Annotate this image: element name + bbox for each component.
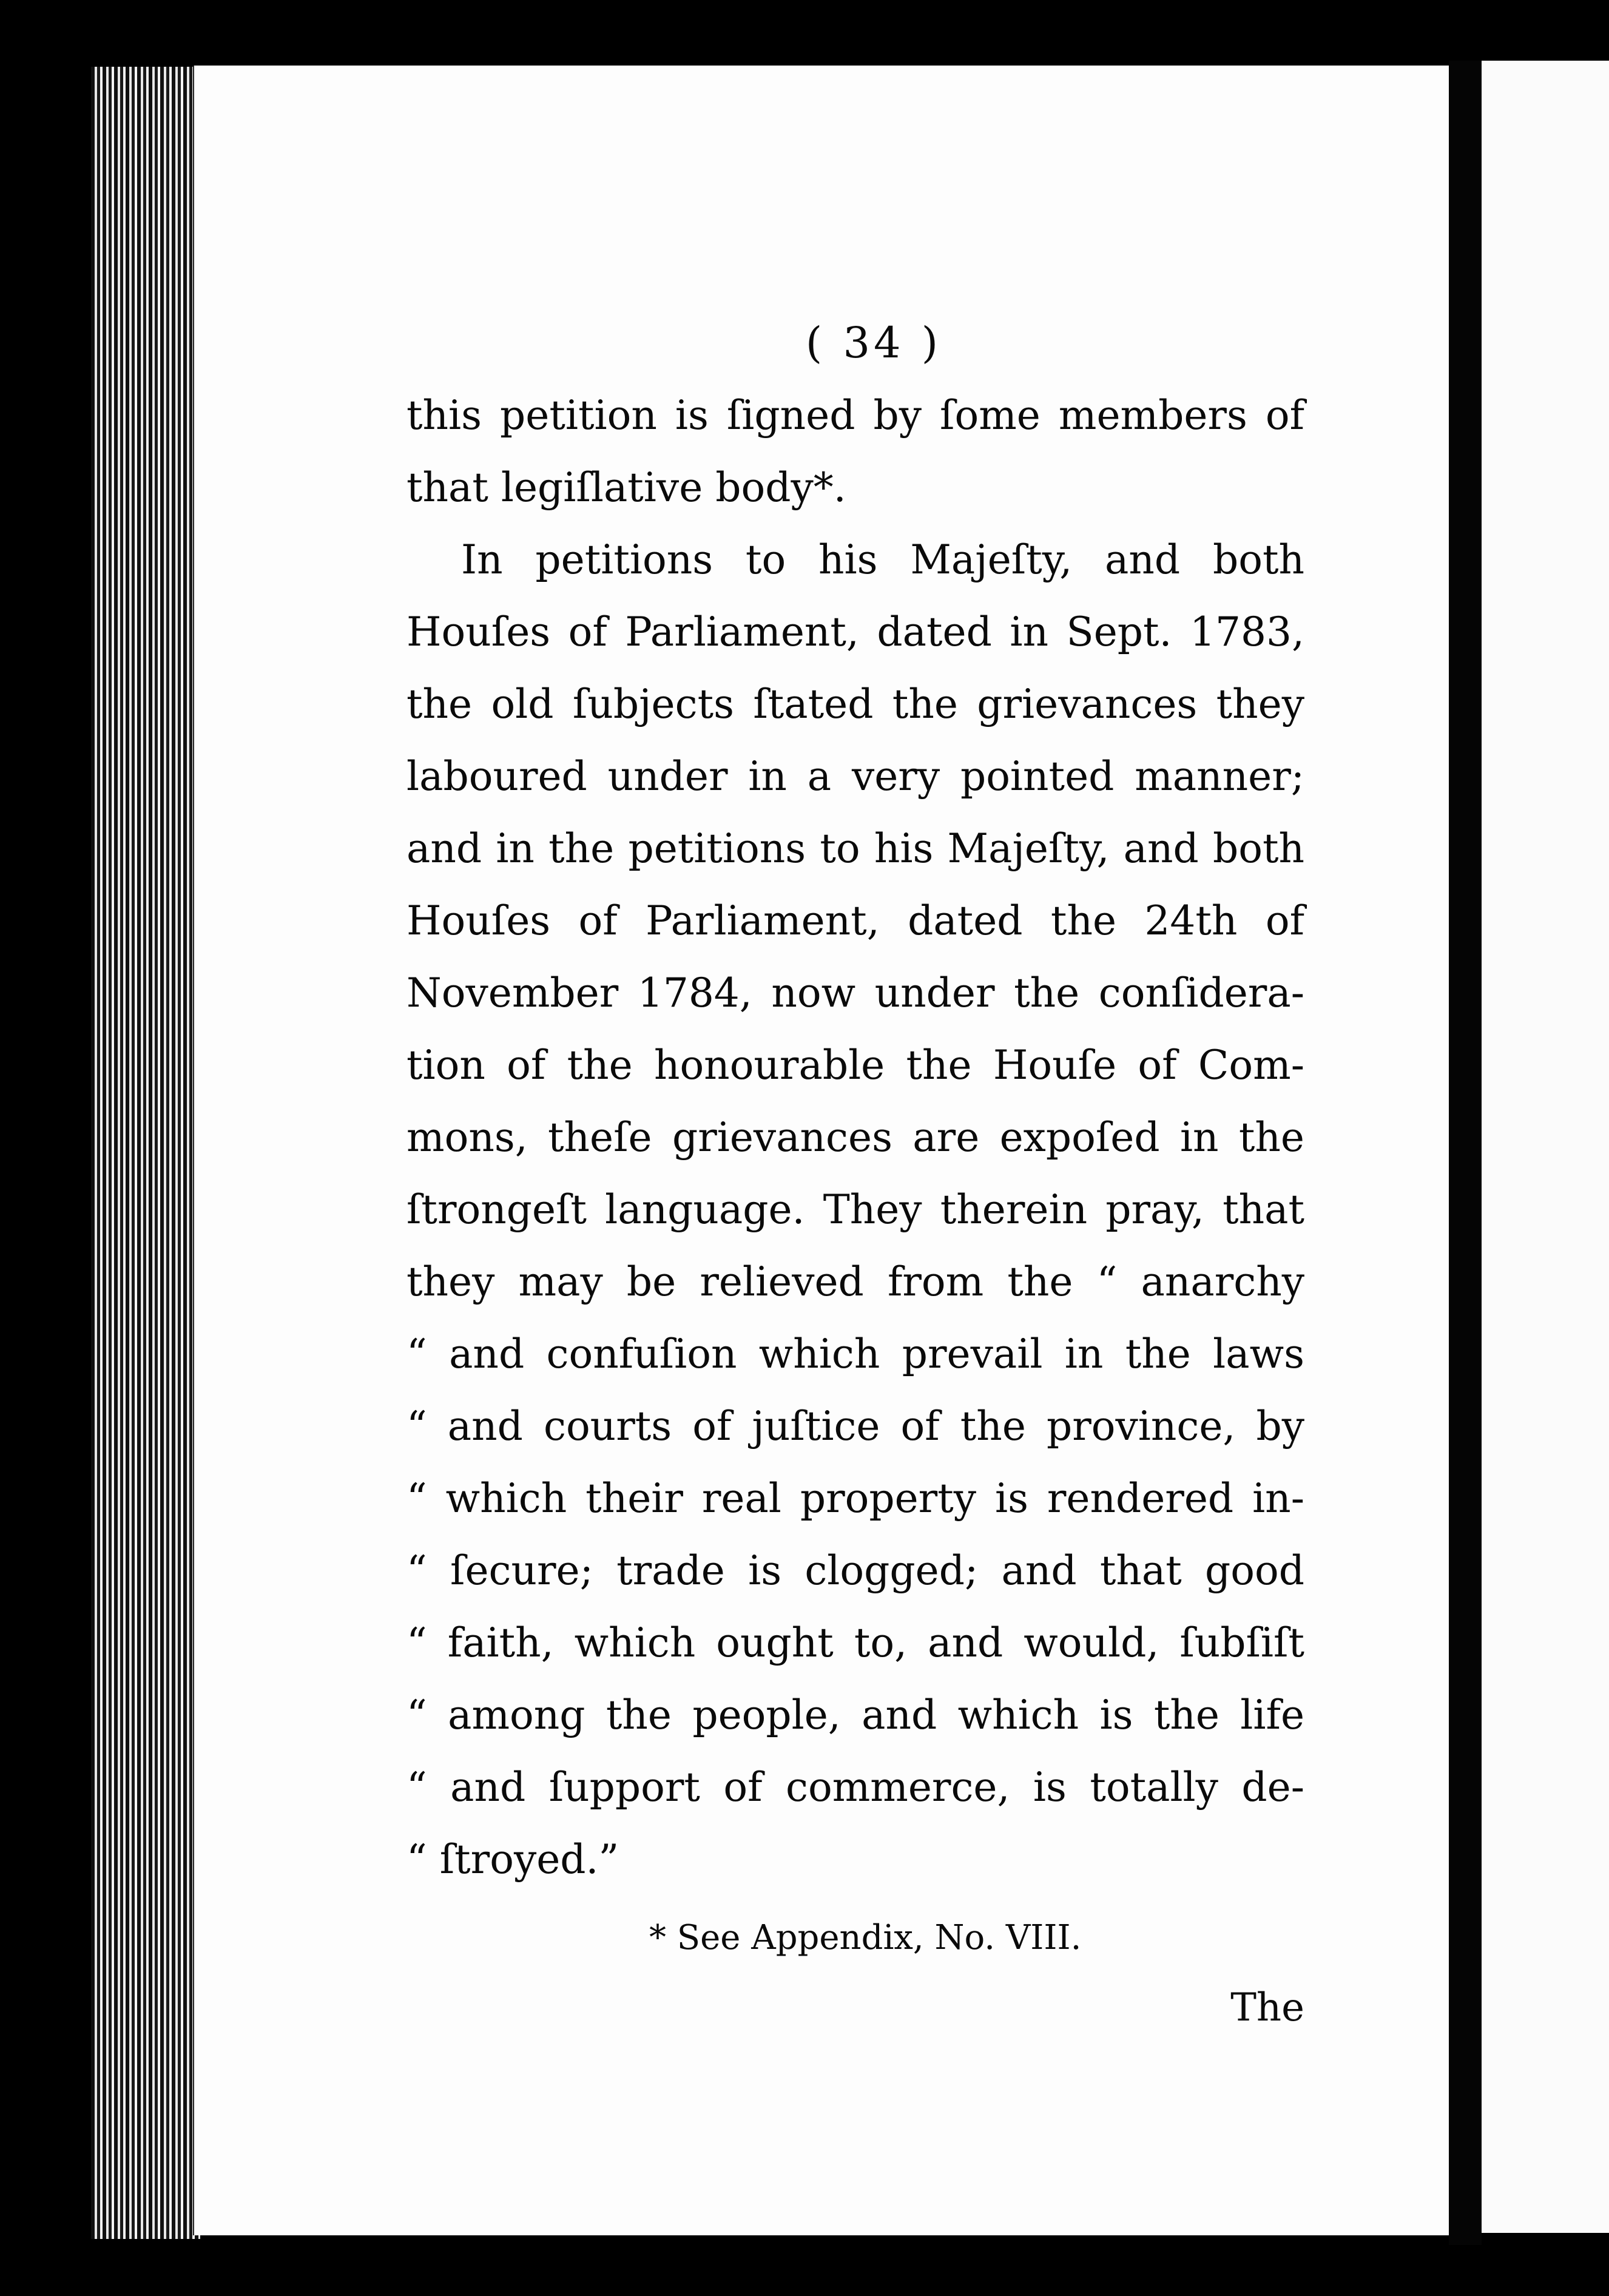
footnote: * See Appendix, No. VIII. bbox=[649, 1918, 1082, 1957]
text-line: laboured under in a very pointed manner; bbox=[406, 753, 1304, 800]
text-line: mons, theſe grievances are expoſed in the bbox=[406, 1114, 1304, 1161]
text-line: this petition is ſigned by ſome members of bbox=[406, 392, 1304, 439]
text-line: ſtrongeſt language. They therein pray, that bbox=[406, 1186, 1304, 1233]
book-gutter bbox=[1449, 61, 1482, 2245]
facing-page-edge bbox=[1482, 61, 1609, 2233]
text-line: “ among the people, and which is the life bbox=[406, 1692, 1304, 1738]
text-line: they may be relieved from the “ anarchy bbox=[406, 1258, 1304, 1305]
text-line: Houſes of Parliament, dated in Sept. 1783, bbox=[406, 609, 1304, 655]
text-line: tion of the honourable the Houſe of Com- bbox=[406, 1042, 1304, 1089]
text-line: In petitions to his Majeſty, and both bbox=[461, 536, 1304, 583]
text-line: “ which their real property is rendered in- bbox=[406, 1475, 1304, 1522]
text-line: the old ſubjects ſtated the grievances they bbox=[406, 681, 1304, 728]
catchword: The bbox=[1230, 1985, 1304, 2030]
text-line: “ faith, which ought to, and would, ſubſiſt bbox=[406, 1619, 1304, 1666]
text-line: “ and confuſion which prevail in the laws bbox=[406, 1331, 1304, 1377]
text-line: November 1784, now under the conſidera- bbox=[406, 970, 1304, 1016]
text-line: “ and courts of juſtice of the province, by bbox=[406, 1403, 1304, 1450]
page-number-header: ( 34 ) bbox=[805, 318, 942, 368]
text-line: “ ſtroyed.” bbox=[406, 1836, 619, 1883]
text-line: Houſes of Parliament, dated the 24th of bbox=[406, 897, 1304, 944]
text-line: “ and ſupport of commerce, is totally de- bbox=[406, 1764, 1304, 1811]
page-edges bbox=[91, 67, 200, 2239]
text-line: and in the petitions to his Majeſty, and both bbox=[406, 825, 1304, 872]
page-text bbox=[406, 306, 1304, 2041]
text-line: “ ſecure; trade is clogged; and that good bbox=[406, 1547, 1304, 1594]
text-line: that legiſlative body*. bbox=[406, 464, 846, 511]
